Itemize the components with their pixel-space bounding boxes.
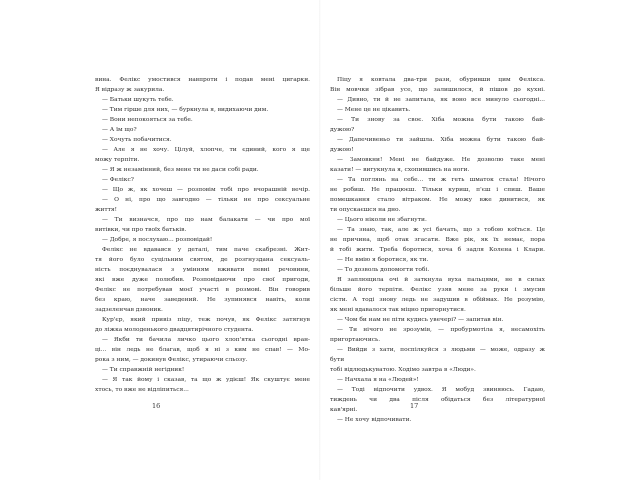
text-line: бути [330,357,345,363]
text-line: — Але я не хочу. Цілуй, хлопче, ти єдиний, кого я ще [102,147,310,153]
text-line: без краю, наче заведений. Не зупинявся навіть, коли [95,297,310,303]
text-line: сісти. А тоді знову ледь не задушив в обіймах. Не розумію, [330,297,545,303]
text-line: — Не вмію я боротися, як ти. [337,257,429,263]
book-gutter [319,0,321,480]
text-line: казати! — вигукнула я, схопившись на ноги. [330,167,470,173]
text-line: — Мене це не цікавить. [337,107,411,113]
text-line: — Ти знову за своє. Хіба можна бути такою бай- [337,117,545,123]
text-line: — Цього ніколи не збагнути. [337,217,427,223]
text-line: — Тим гірше для них, — буркнула я, видихаючи дим. [102,107,269,113]
text-line: — Добре, я послухаю... розповідай! [102,237,213,243]
text-line: які вже дуже полюбив. Розповідаючи про свої пригоди, [95,277,310,283]
text-line: дужою! [330,147,354,153]
text-line: витівки, чи про твоїх батьків. [95,227,187,233]
text-line: — Чом би нам не піти кудись увечері? — запитав він. [337,317,504,323]
text-line: кав'ярні. [330,407,358,413]
text-line: — Хочуть побачитися. [102,137,172,143]
text-line: й тобі жити. Треба боротися, хоча б задля Колена і Клари. [330,247,545,253]
text-line: — Я ж незамінний, без мене ти не даси собі ради. [102,167,259,173]
page-number-left: 16 [152,402,161,410]
text-line: — Якби ти бачила личко цього хлоп'ятка сьогодні вран- [102,337,310,343]
text-line: — А їм що? [102,127,137,133]
text-line: — Що ж, як хочеш — розповім тобі про вчорашній вечір. [102,187,310,193]
text-line: — Фелікс? [102,177,134,183]
text-line: — Ти визначся, про що нам балакати — чи про мої [102,217,310,223]
text-line: — Та знаю, так, але ж усі бачать, що з тобою коїться. Це [337,227,545,233]
text-line: Фелікс не вдавався у деталі, тим паче скабрезні. Жит- [102,247,310,253]
text-line: тя його було суцільним святом, де розгнуздана сексуаль- [95,257,310,263]
text-line: не робиш. Не працюєш. Тільки куриш, п'єш і спиш. Ваше [330,187,545,193]
text-line: вина. Фелікс умостився навпроти і подав мені цигарки. [95,77,310,83]
text-line: — То дозволь допомогти тобі. [337,267,430,273]
text-line: — Та поглянь на себе... ти ж геть шматок стала! Нічого [337,177,545,183]
right-page-text [330,75,545,425]
text-line: — Ти справжній негідник! [102,367,185,373]
text-line: задзеленчав дзвоник. [95,307,163,313]
text-line: — О ні, про що завгодно — тільки не про сексуальне [102,197,310,203]
text-line: Піцу я ковтала два-три рази, обуривши цим Фелікса. [337,77,545,83]
text-line: тобі відлюдькуватою. Ходімо завтра в «Люди». [330,367,476,373]
text-line: хтось, то вже не відліпиться... [95,387,189,393]
text-line: — Вони непокояться за тебе. [102,117,193,123]
text-line: — Батьки шукуть тебе. [102,97,174,103]
text-line: помешкання стало вітраком. Не можу вже дивитися, як [330,197,545,203]
text-line: дужою? [330,127,355,133]
text-line: Кур'єр, який привіз піцу, теж почув, як Фелікс затягнув [102,317,310,323]
text-line: — Ти нічого не зрозумів, — пробурмотіла я, несамохіть [337,327,545,333]
text-line: — Дивно, ти й не запитала, як воно все минуло сьогодні... [337,97,545,103]
text-line: — Не хочу відпочивати. [337,417,412,423]
text-line: тиждень чи два після обідаться без літературної [330,397,545,403]
text-line: можу терпіти. [95,157,140,163]
text-line: — Вийди з хати, поспілкуйся з людьми — може, одразу ж [337,347,545,353]
text-line: ність поєднувалася з умінням вживати певні речовини, [95,267,310,273]
text-line: не причина, щоб отак згасати. Вже рік, як їх немає, пора [330,237,545,243]
text-line: Він мовчки зібрав усе, що залишилося, й пішов до кухні. [330,87,545,93]
text-line: Я заплющила очі й заткнула вуха пальцями, не в силах [337,277,545,283]
text-line: — Замовкни! Мені не байдуже. Не дозволю таке мені [337,157,545,163]
text-line: до ліжка молоденького двадцятирічного студента. [95,327,254,333]
text-line: ти опускаєшся на дно. [330,207,401,213]
text-line: — Я так йому і сказав, та що ж удієш! Як скуштує мене [102,377,310,383]
text-line: — Начхала я на «Людей»! [337,377,419,383]
text-line: пригортаючись. [330,337,381,343]
left-page-text [95,75,310,395]
text-line: рока з ним, — докинув Фелікс, утираючи сльозу. [95,357,248,363]
text-line: життя! [95,207,117,213]
page-number-right: 17 [410,402,419,410]
text-line: Я відразу ж закурила. [95,87,165,93]
text-line: ці... він ледь не благав, щоб я ні з ким не спав! — Мо- [95,347,310,353]
text-line: — Дапечивеньо ти зайшла. Хіба можна бути такою бай- [337,137,545,143]
text-line: Фелікс не потребував моєї участі в розмові. Він говорив [95,287,310,293]
text-line: як мені вдавалося так міцно пригорнутися. [330,307,466,313]
text-line: більше його терпіти. Фелікс узяв мене за руки і змусив [330,287,545,293]
text-line: — Тоді відпочити удвох. Я мобуд звиняюсь. Гадаю, [337,387,545,393]
